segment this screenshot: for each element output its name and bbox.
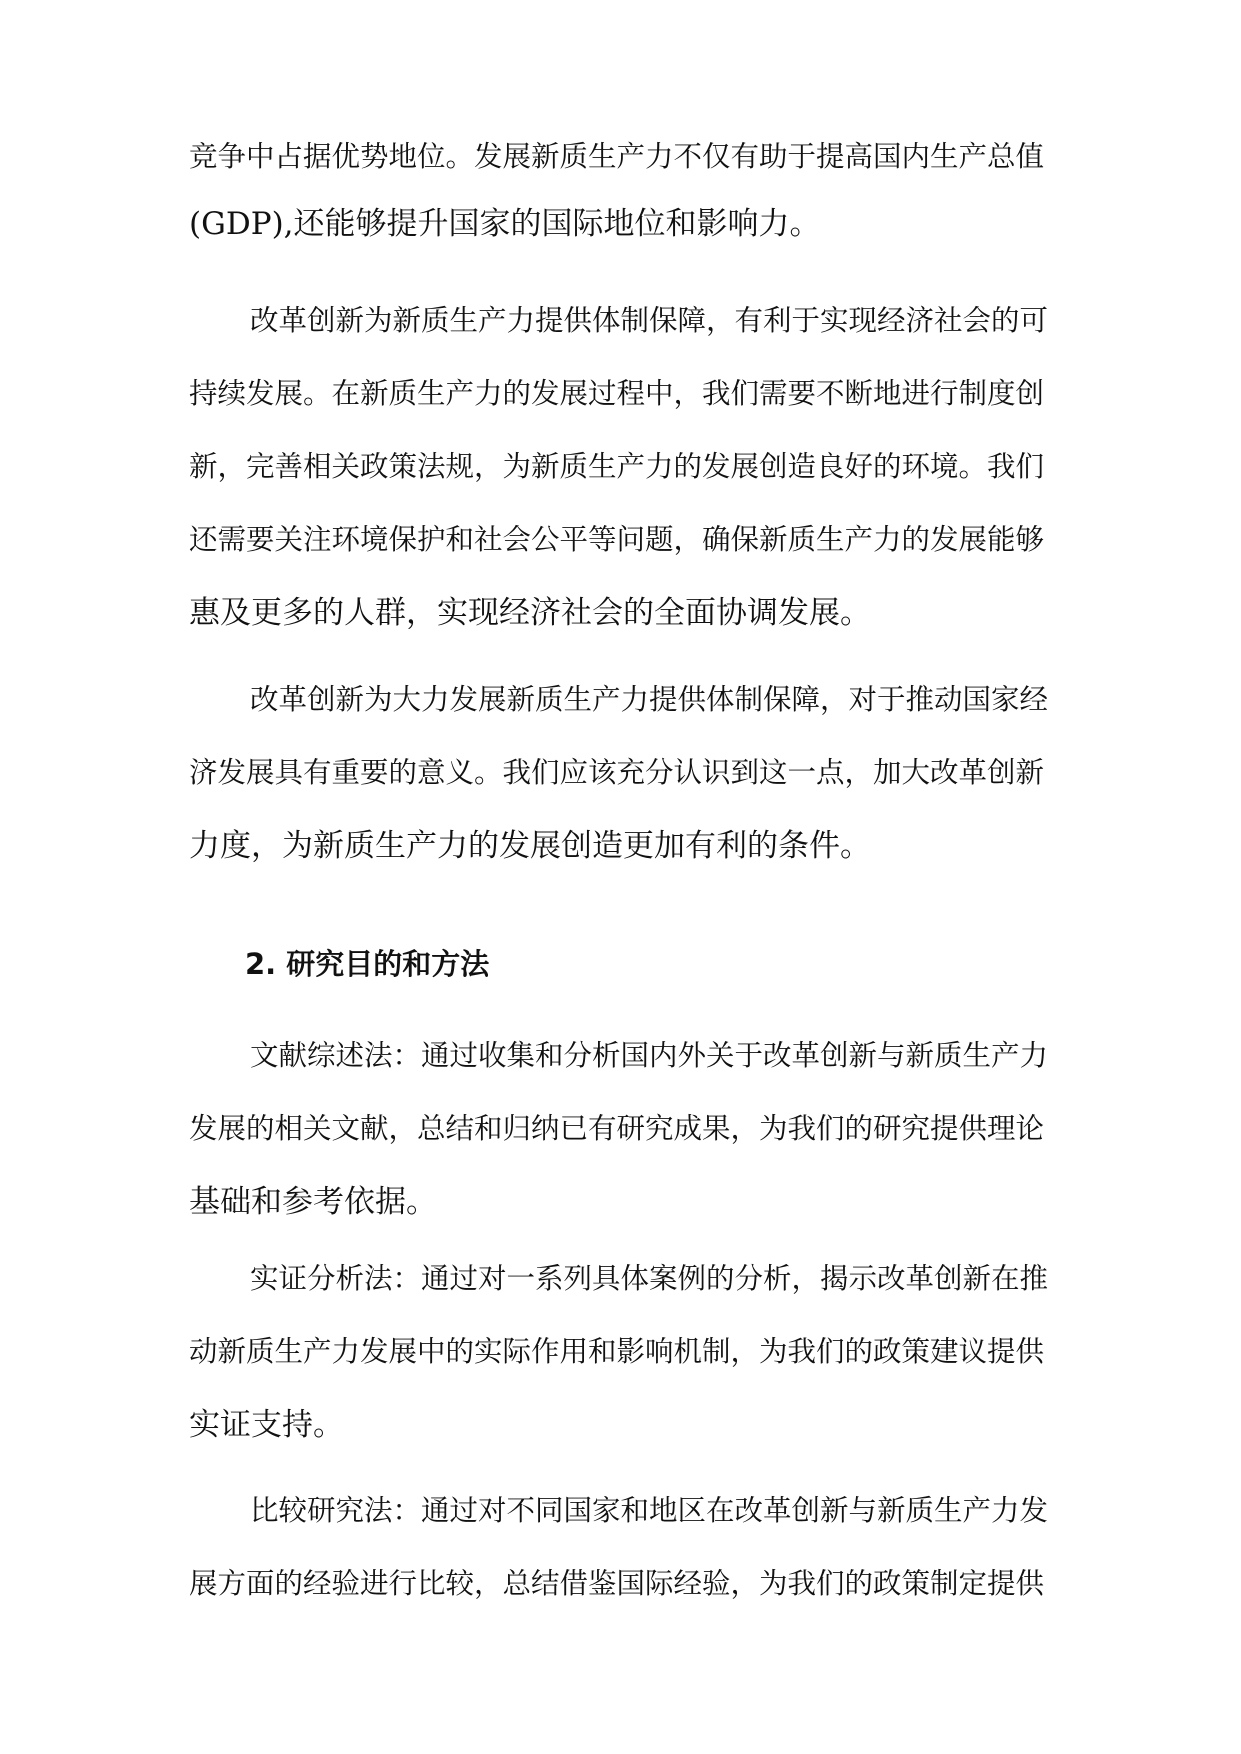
text-line: 实证支持。 [189,1407,344,1443]
text-line: 基础和参考依据。 [189,1184,437,1220]
text-line: 持续发展。在新质生产力的发展过程中，我们需要不断地进行制度创 [189,377,1045,410]
text-line: 惠及更多的人群，实现经济社会的全面协调发展。 [189,595,871,631]
text-line: 还需要关注环境保护和社会公平等问题，确保新质生产力的发展能够 [189,523,1045,556]
text-line: 济发展具有重要的意义。我们应该充分认识到这一点，加大改革创新 [189,756,1045,789]
text-line: 文献综述法：通过收集和分析国内外关于改革创新与新质生产力 [250,1039,1049,1072]
text-line: 力度，为新质生产力的发展创造更加有利的条件。 [189,828,871,864]
text-line: 发展的相关文献，总结和归纳已有研究成果，为我们的研究提供理论 [189,1112,1045,1145]
text-line: 改革创新为大力发展新质生产力提供体制保障，对于推动国家经 [250,683,1049,716]
text-line: 竞争中占据优势地位。发展新质生产力不仅有助于提高国内生产总值 [189,140,1045,173]
text-line: 新，完善相关政策法规，为新质生产力的发展创造良好的环境。我们 [189,450,1045,483]
text-line: 比较研究法：通过对不同国家和地区在改革创新与新质生产力发 [250,1494,1049,1527]
text-line: 动新质生产力发展中的实际作用和影响机制，为我们的政策建议提供 [189,1335,1045,1368]
text-line: (GDP),还能够提升国家的国际地位和影响力。 [189,206,821,242]
text-line: 改革创新为新质生产力提供体制保障，有利于实现经济社会的可 [250,304,1049,337]
text-line: 实证分析法：通过对一系列具体案例的分析，揭示改革创新在推 [250,1262,1049,1295]
text-line: 展方面的经验进行比较，总结借鉴国际经验，为我们的政策制定提供 [189,1567,1045,1600]
section-heading-text: 2. 研究目的和方法 [245,947,490,981]
